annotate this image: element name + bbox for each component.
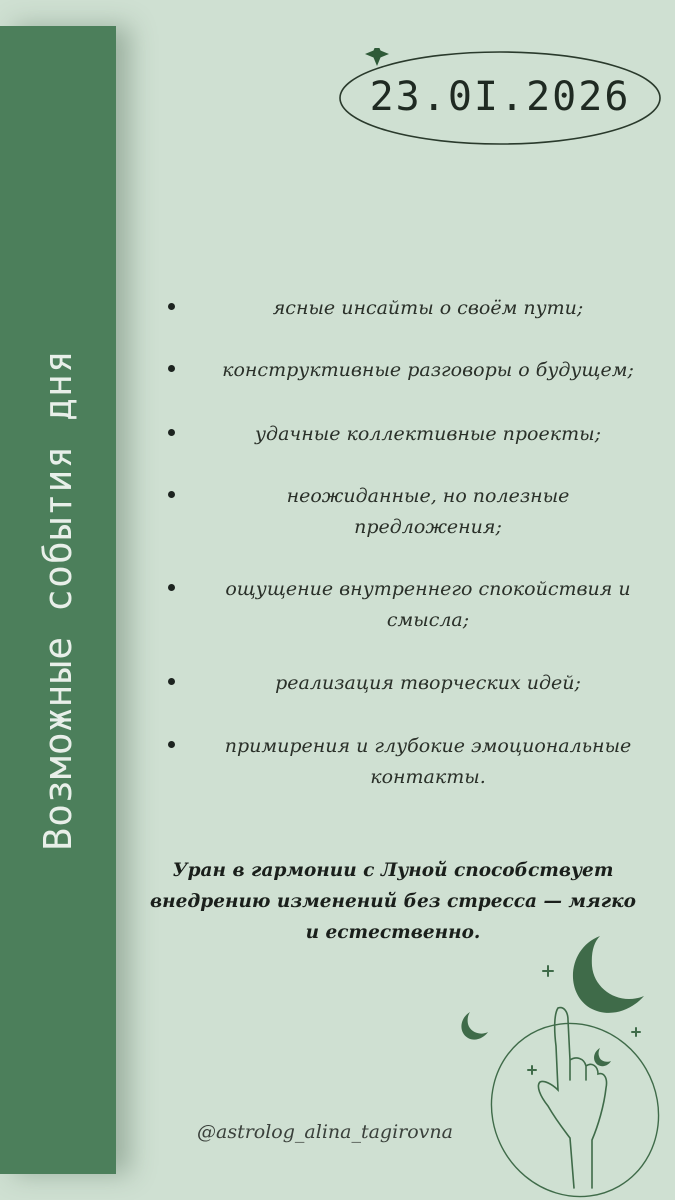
- crescent-moon-icon: [594, 1048, 611, 1066]
- event-text: ясные инсайты о своём пути;: [272, 297, 584, 319]
- sparkle-icon: [528, 1066, 536, 1074]
- bullet-icon: [168, 584, 175, 591]
- list-item: [160, 481, 660, 543]
- bullet-icon: [168, 303, 175, 310]
- bullet-icon: [168, 491, 175, 498]
- author-handle: @astrolog_alina_tagirovna: [197, 1121, 453, 1143]
- event-text: удачные коллективные проекты;: [255, 423, 601, 445]
- list-item: [160, 355, 660, 386]
- crescent-moon-icon: [573, 936, 644, 1013]
- sparkle-icon: [543, 966, 553, 976]
- list-item: [160, 293, 660, 324]
- bullet-icon: [168, 365, 175, 372]
- event-text: ощущение внутреннего спокойствия и смысла;: [225, 578, 631, 631]
- pointing-hand-icon: [538, 1008, 606, 1188]
- list-item: [160, 574, 660, 636]
- event-text: реализация творческих идей;: [275, 672, 581, 694]
- list-item: [160, 731, 660, 793]
- bullet-icon: [168, 741, 175, 748]
- crescent-moon-icon: [461, 1012, 488, 1040]
- summary-text: Уран в гармонии с Луной способствует внедрению изменений без стресса — мягко и естественно.: [150, 860, 636, 943]
- moon-hand-decoration: [440, 930, 670, 1200]
- bullet-icon: [168, 429, 175, 436]
- date-text: 23.0I.2026: [369, 74, 631, 120]
- list-item: [160, 668, 660, 699]
- event-text: примирения и глубокие эмоциональные контакты.: [224, 735, 632, 788]
- list-item: [160, 419, 660, 450]
- bullet-icon: [168, 678, 175, 685]
- sparkle-icon: [632, 1028, 640, 1036]
- event-text: конструктивные разговоры о будущем;: [222, 359, 634, 381]
- side-title: Возможные события дня: [36, 349, 80, 851]
- event-text: неожиданные, но полезные предложения;: [286, 485, 570, 538]
